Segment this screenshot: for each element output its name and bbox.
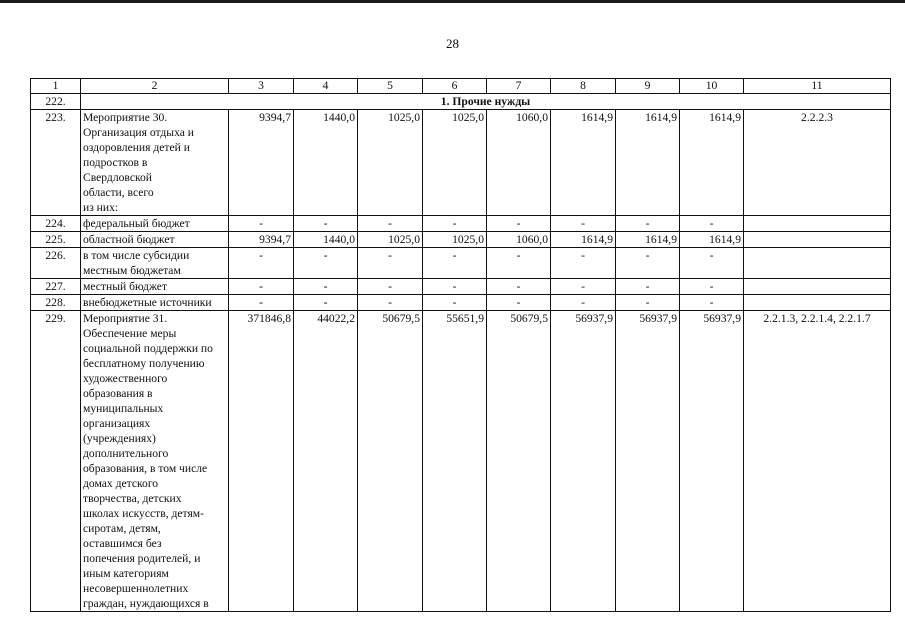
- cell-v8: 1614,9: [551, 110, 616, 216]
- cell-v4: -: [294, 279, 358, 295]
- cell-v8: -: [551, 279, 616, 295]
- cell-v10: 1614,9: [680, 110, 744, 216]
- cell-v10: -: [680, 279, 744, 295]
- column-number-9: 9: [616, 79, 680, 94]
- cell-v10: -: [680, 248, 744, 279]
- cell-v8: -: [551, 216, 616, 232]
- row-name: областной бюджет: [81, 232, 229, 248]
- column-number-11: 11: [744, 79, 891, 94]
- cell-v3: -: [229, 248, 294, 279]
- row-number: 227.: [31, 279, 81, 295]
- table-row: [31, 232, 891, 248]
- cell-v7: 1060,0: [487, 110, 551, 216]
- cell-v7: 50679,5: [487, 311, 551, 612]
- cell-v7: -: [487, 248, 551, 279]
- cell-v5: -: [358, 248, 423, 279]
- cell-v6: 1025,0: [423, 232, 487, 248]
- cell-v6: -: [423, 279, 487, 295]
- top-rule: [0, 0, 905, 3]
- cell-v9: 1614,9: [616, 232, 680, 248]
- cell-v7: -: [487, 216, 551, 232]
- column-number-7: 7: [487, 79, 551, 94]
- cell-v9: 56937,9: [616, 311, 680, 612]
- cell-v7: 1060,0: [487, 232, 551, 248]
- section-row: [31, 94, 891, 110]
- row-number: 228.: [31, 295, 81, 311]
- cell-v9: -: [616, 248, 680, 279]
- cell-v11: [744, 295, 891, 311]
- table-row: [31, 279, 891, 295]
- column-number-10: 10: [680, 79, 744, 94]
- column-number-1: 1: [31, 79, 81, 94]
- cell-v8: -: [551, 295, 616, 311]
- row-name: внебюджетные источники: [81, 295, 229, 311]
- page-number: 28: [446, 36, 459, 51]
- cell-v5: 1025,0: [358, 232, 423, 248]
- cell-v4: 44022,2: [294, 311, 358, 612]
- table-row: [31, 311, 891, 612]
- table-row: [31, 110, 891, 216]
- row-number: 229.: [31, 311, 81, 612]
- cell-v4: -: [294, 295, 358, 311]
- column-number-row: [31, 79, 891, 94]
- cell-v3: 9394,7: [229, 232, 294, 248]
- cell-v4: -: [294, 248, 358, 279]
- section-row-number: 222.: [31, 94, 81, 110]
- column-number-3: 3: [229, 79, 294, 94]
- table-row: [31, 248, 891, 279]
- cell-v5: -: [358, 295, 423, 311]
- cell-v9: 1614,9: [616, 110, 680, 216]
- cell-v11: 2.2.2.3: [744, 110, 891, 216]
- cell-v6: 55651,9: [423, 311, 487, 612]
- column-number-6: 6: [423, 79, 487, 94]
- row-number: 226.: [31, 248, 81, 279]
- column-number-5: 5: [358, 79, 423, 94]
- cell-v10: 56937,9: [680, 311, 744, 612]
- column-number-4: 4: [294, 79, 358, 94]
- cell-v10: -: [680, 216, 744, 232]
- cell-v11: [744, 248, 891, 279]
- cell-v11: 2.2.1.3, 2.2.1.4, 2.2.1.7: [744, 311, 891, 612]
- cell-v6: -: [423, 248, 487, 279]
- cell-v4: -: [294, 216, 358, 232]
- cell-v8: -: [551, 248, 616, 279]
- column-number-8: 8: [551, 79, 616, 94]
- cell-v4: 1440,0: [294, 110, 358, 216]
- column-number-2: 2: [81, 79, 229, 94]
- budget-table: [30, 78, 891, 612]
- table-row: [31, 295, 891, 311]
- cell-v11: [744, 216, 891, 232]
- cell-v5: -: [358, 216, 423, 232]
- cell-v7: -: [487, 295, 551, 311]
- row-number: 225.: [31, 232, 81, 248]
- row-name: в том числе субсидии местным бюджетам: [81, 248, 229, 279]
- cell-v6: -: [423, 295, 487, 311]
- cell-v5: 1025,0: [358, 110, 423, 216]
- cell-v5: -: [358, 279, 423, 295]
- cell-v7: -: [487, 279, 551, 295]
- cell-v6: -: [423, 216, 487, 232]
- cell-v9: -: [616, 216, 680, 232]
- row-number: 224.: [31, 216, 81, 232]
- row-name: местный бюджет: [81, 279, 229, 295]
- cell-v8: 56937,9: [551, 311, 616, 612]
- cell-v3: -: [229, 295, 294, 311]
- table-body: [31, 79, 891, 612]
- cell-v11: [744, 279, 891, 295]
- cell-v6: 1025,0: [423, 110, 487, 216]
- cell-v3: 371846,8: [229, 311, 294, 612]
- cell-v11: [744, 232, 891, 248]
- table-row: [31, 216, 891, 232]
- row-name: федеральный бюджет: [81, 216, 229, 232]
- cell-v9: -: [616, 279, 680, 295]
- row-name: Мероприятие 31. Обеспечение меры социальной поддержки по бесплатному получению художественного образования в муниципальных организациях (учреждениях) дополнительного образования, в том числе домах детского творчества, детских школах искусств, детям- сиротам, детям, оставшимся без попечения родителей, и иным категориям несовершеннолетних граждан, нуждающихся в: [81, 311, 229, 612]
- row-name: Мероприятие 30. Организация отдыха и оздоровления детей и подростков в Свердловской области, всего из них:: [81, 110, 229, 216]
- row-number: 223.: [31, 110, 81, 216]
- cell-v3: -: [229, 279, 294, 295]
- cell-v4: 1440,0: [294, 232, 358, 248]
- cell-v3: -: [229, 216, 294, 232]
- cell-v9: -: [616, 295, 680, 311]
- cell-v10: 1614,9: [680, 232, 744, 248]
- cell-v5: 50679,5: [358, 311, 423, 612]
- cell-v8: 1614,9: [551, 232, 616, 248]
- cell-v10: -: [680, 295, 744, 311]
- section-title: 1. Прочие нужды: [81, 94, 891, 110]
- cell-v3: 9394,7: [229, 110, 294, 216]
